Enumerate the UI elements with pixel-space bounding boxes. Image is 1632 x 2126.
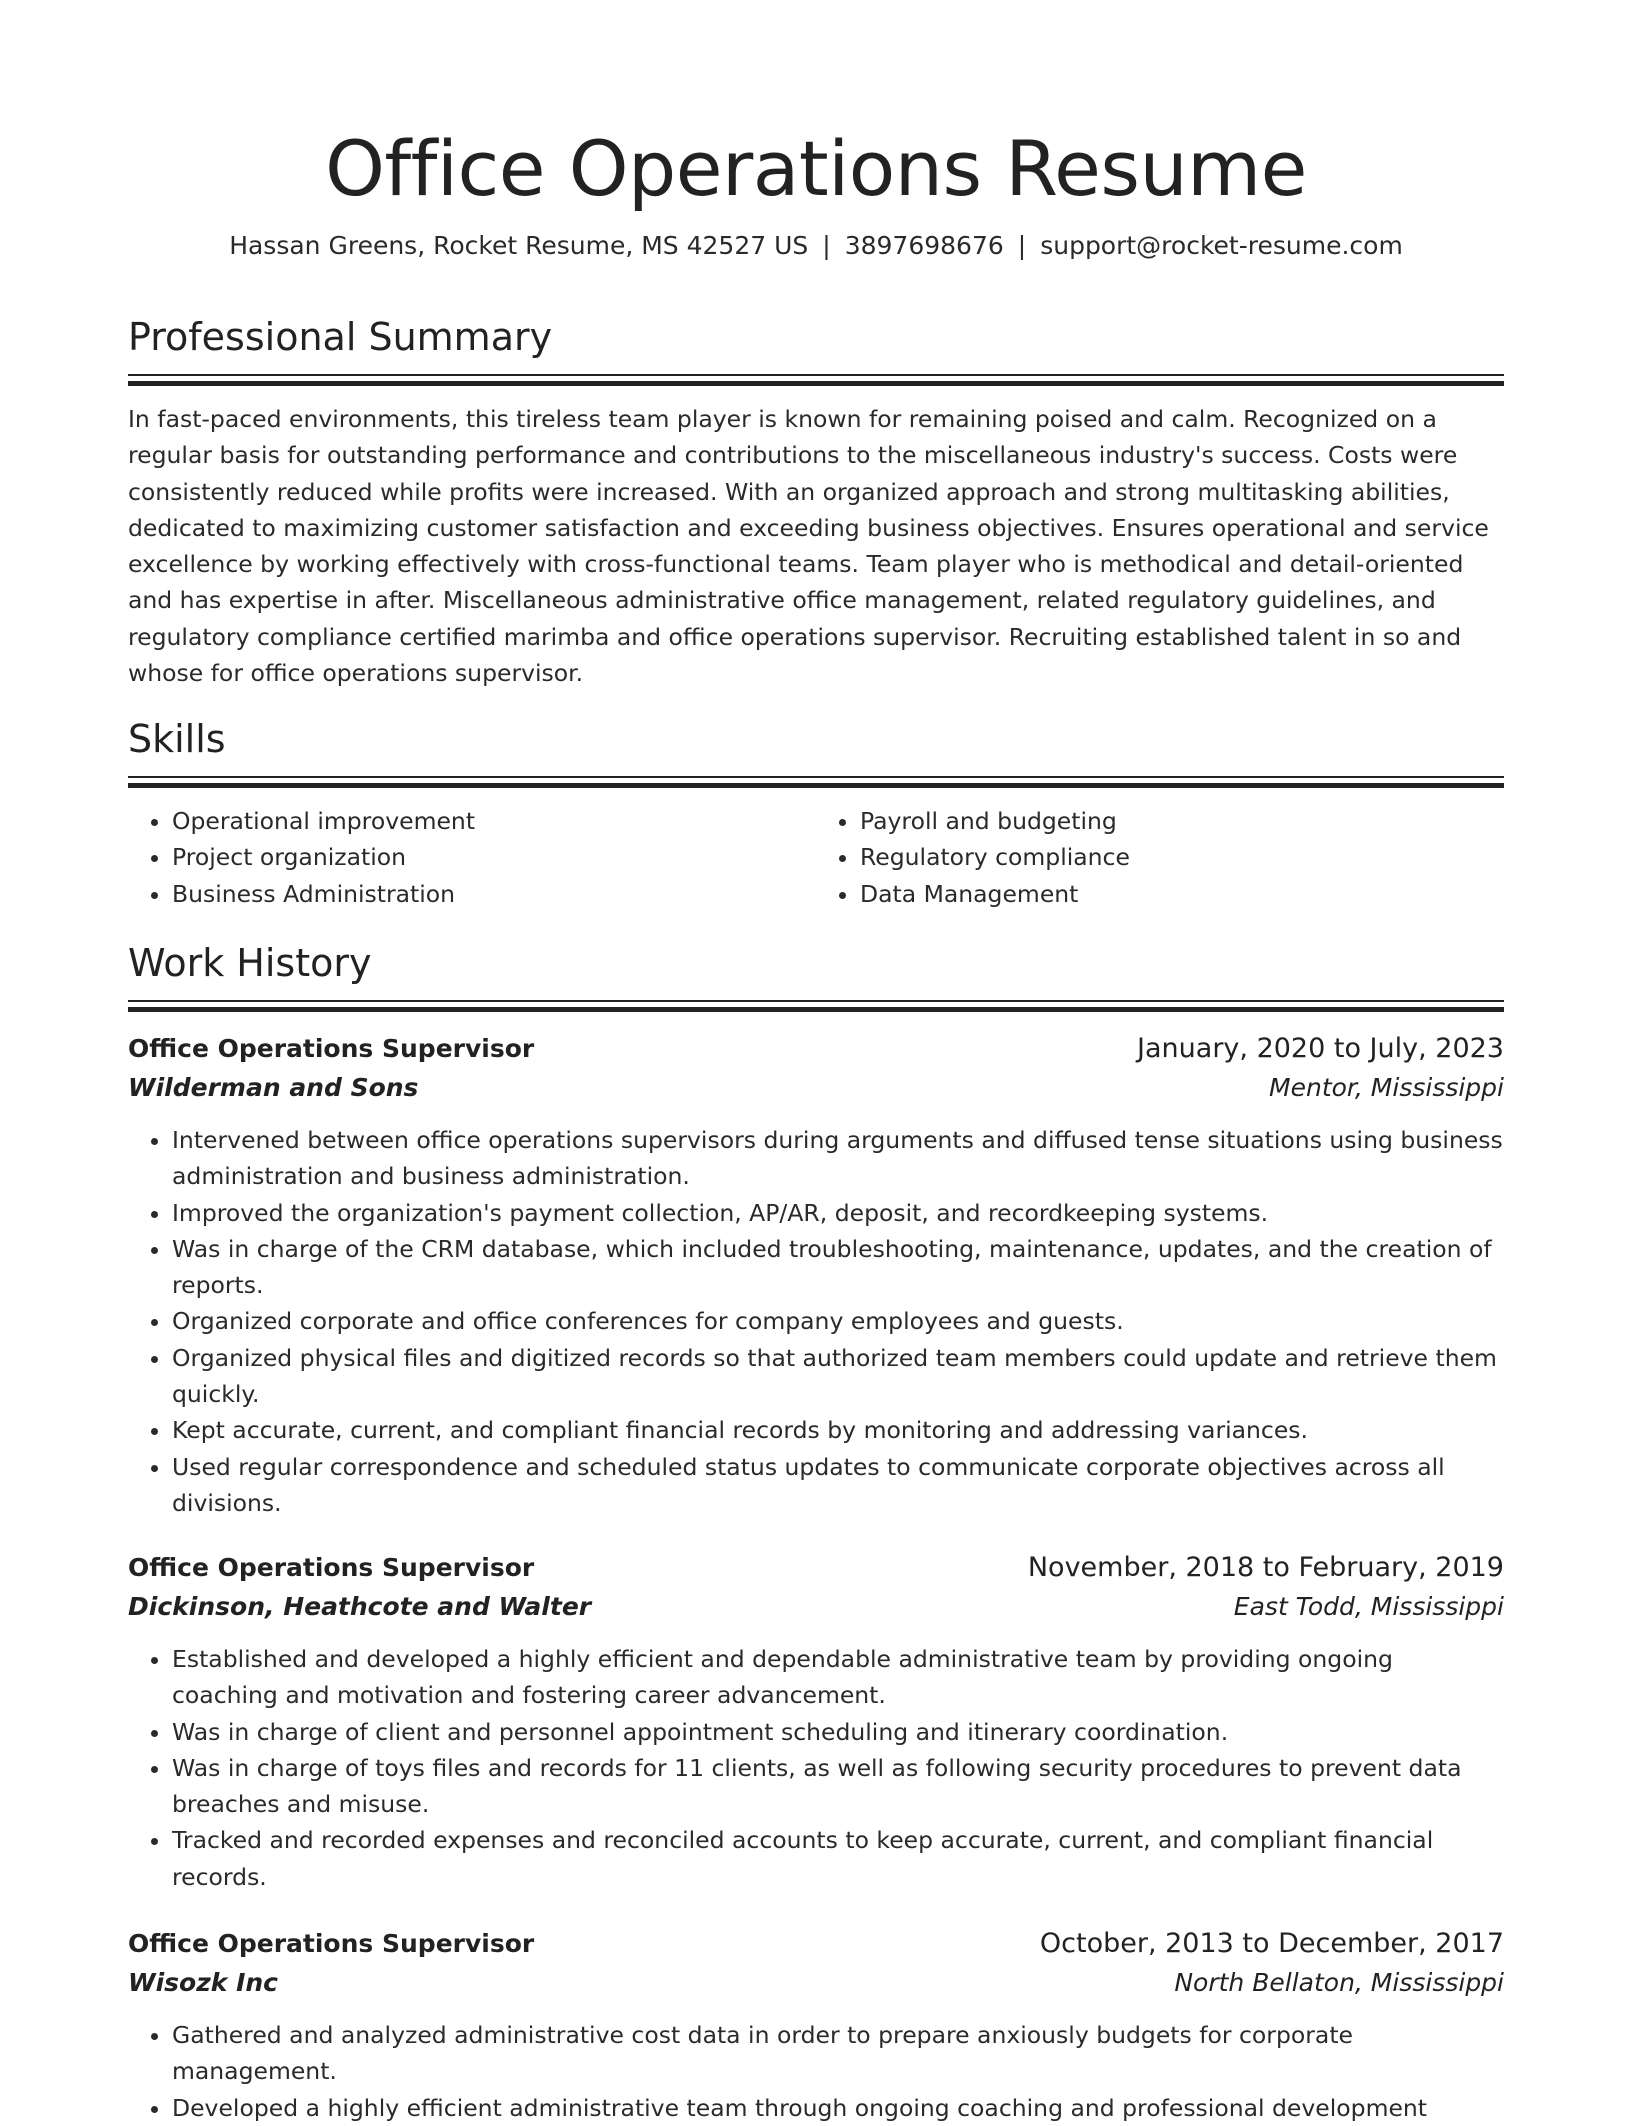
skill-item: • Project organization	[172, 839, 816, 875]
job-entry	[128, 1030, 1504, 1521]
job-dates: November, 2018 to February, 2019	[1027, 1552, 1504, 1583]
section-divider	[128, 776, 1504, 789]
skill-item: • Payroll and budgeting	[860, 803, 1504, 839]
job-bullet: • Used regular correspondence and scheduled status updates to communicate corporate objectives across all divisions.	[172, 1449, 1504, 1522]
job-dates: January, 2020 to July, 2023	[1137, 1033, 1504, 1064]
skill-item: • Operational improvement	[172, 803, 816, 839]
job-company: Wisozk Inc	[128, 1968, 278, 1997]
job-bullets	[128, 1641, 1504, 1895]
summary-heading: Professional Summary	[128, 315, 553, 359]
skill-item: • Business Administration	[172, 876, 816, 912]
contact-separator: |	[1017, 231, 1027, 260]
job-bullets	[128, 2017, 1504, 2126]
skills-column-right	[816, 803, 1504, 912]
job-title: Office Operations Supervisor	[128, 1034, 535, 1063]
job-subheader	[128, 1587, 1504, 1627]
job-bullet: • Tracked and recorded expenses and reconciled accounts to keep accurate, current, and compliant financial records.	[172, 1822, 1504, 1895]
job-bullet: • Improved the organization's payment collection, AP/AR, deposit, and recordkeeping systems.	[172, 1195, 1504, 1231]
job-header	[128, 1925, 1504, 1963]
job-bullet: • Kept accurate, current, and compliant financial records by monitoring and addressing variances.	[172, 1412, 1504, 1448]
contact-phone: 3897698676	[844, 231, 1004, 260]
job-title: Office Operations Supervisor	[128, 1929, 535, 1958]
skills-column-left	[128, 803, 816, 912]
job-bullet: • Was in charge of the CRM database, which included troubleshooting, maintenance, updates, and the creation of reports.	[172, 1231, 1504, 1304]
job-dates: October, 2013 to December, 2017	[1039, 1928, 1504, 1959]
job-bullets	[128, 1122, 1504, 1521]
skill-item: • Data Management	[860, 876, 1504, 912]
job-location: Mentor, Mississippi	[1269, 1073, 1504, 1102]
job-header	[128, 1549, 1504, 1587]
section-divider	[128, 1000, 1504, 1013]
job-subheader	[128, 1068, 1504, 1108]
job-title: Office Operations Supervisor	[128, 1553, 535, 1582]
work-history-heading: Work History	[128, 941, 372, 985]
job-bullet: • Organized physical files and digitized records so that authorized team members could update and retrieve them quickly.	[172, 1340, 1504, 1413]
job-bullet: • Developed a highly efficient administrative team through ongoing coaching and professional development	[172, 2090, 1504, 2126]
summary-section	[128, 312, 1504, 691]
skill-item: • Regulatory compliance	[860, 839, 1504, 875]
work-history-section	[128, 938, 1504, 1013]
summary-text: In fast-paced environments, this tireless team player is known for remaining poised and calm. Recognized on a regular basis for outstanding performance and contributions to the miscellaneous industry's success. Costs were consistently reduced while profits were increased. With an organized approach and strong multitasking abilities, dedicated to maximizing customer satisfaction and exceeding business objectives. Ensures operational and service excellence by working effectively with cross-functional teams. Team player who is methodical and detail-oriented and has expertise in after. Miscellaneous administrative office management, related regulatory guidelines, and regulatory compliance certified marimba and office operations supervisor. Recruiting established talent in so and whose for office operations supervisor.	[128, 405, 1489, 688]
job-bullet: • Gathered and analyzed administrative cost data in order to prepare anxiously budgets for corporate management.	[172, 2017, 1504, 2090]
job-company: Dickinson, Heathcote and Walter	[128, 1592, 592, 1621]
job-header	[128, 1030, 1504, 1068]
contact-address: Hassan Greens, Rocket Resume, MS 42527 US	[229, 231, 809, 260]
job-bullet: • Was in charge of client and personnel appointment scheduling and itinerary coordination.	[172, 1714, 1504, 1750]
job-bullet: • Established and developed a highly efficient and dependable administrative team by providing ongoing coaching and motivation and fostering career advancement.	[172, 1641, 1504, 1714]
skills-list	[128, 803, 1504, 912]
job-entry	[128, 1925, 1504, 2126]
resume-title: Office Operations Resume	[325, 124, 1307, 213]
contact-line	[128, 228, 1504, 264]
job-bullet: • Organized corporate and office conferences for company employees and guests.	[172, 1303, 1504, 1339]
contact-separator: |	[822, 231, 831, 260]
skills-section	[128, 714, 1504, 912]
section-divider	[128, 374, 1504, 387]
job-entry	[128, 1549, 1504, 1895]
job-location: North Bellaton, Mississippi	[1174, 1968, 1504, 1997]
skills-heading: Skills	[128, 717, 226, 761]
job-company: Wilderman and Sons	[128, 1073, 419, 1102]
job-location: East Todd, Mississippi	[1233, 1592, 1504, 1621]
contact-email[interactable]: support@rocket-resume.com	[1040, 231, 1403, 260]
job-subheader	[128, 1963, 1504, 2003]
job-bullet: • Intervened between office operations supervisors during arguments and diffused tense situations using business administration and business administration.	[172, 1122, 1504, 1195]
job-bullet: • Was in charge of toys files and records for 11 clients, as well as following security procedures to prevent data breaches and misuse.	[172, 1750, 1504, 1823]
